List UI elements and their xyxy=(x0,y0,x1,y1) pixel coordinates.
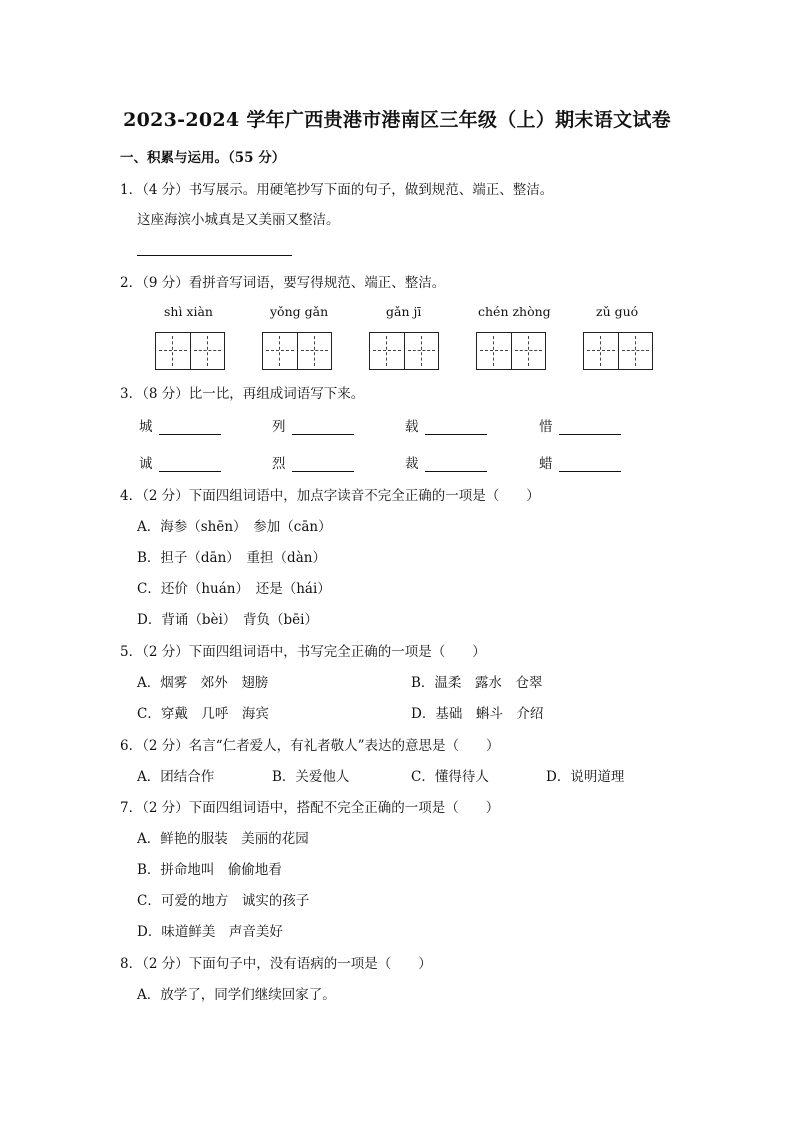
section-heading: 一、积累与运用。（55 分） xyxy=(120,150,286,166)
character: 列 xyxy=(272,419,286,435)
option-a[interactable]: A．放学了，同学们继续回家了。 xyxy=(137,987,336,1003)
option-c[interactable]: C．懂得待人 xyxy=(411,769,489,785)
character-pair[interactable] xyxy=(539,415,621,435)
option-a[interactable]: A．海参（shēn） 参加（cān） xyxy=(137,519,332,535)
character-pair[interactable] xyxy=(272,452,354,472)
character-pair[interactable] xyxy=(272,415,354,435)
question-6: 6．（2 分）名言“仁者爱人，有礼者敬人”表达的意思是（ ） xyxy=(120,738,500,754)
option-b[interactable]: B．拼命地叫 偷偷地看 xyxy=(137,862,282,878)
grid-cell[interactable] xyxy=(404,333,438,369)
writing-grid[interactable] xyxy=(583,332,653,370)
question-3: 3．（8 分）比一比，再组成词语写下来。 xyxy=(120,386,365,402)
grid-cell[interactable] xyxy=(618,333,652,369)
grid-cell[interactable] xyxy=(263,333,297,369)
option-a[interactable]: A．烟雾 郊外 翅膀 xyxy=(137,675,269,691)
question-2: 2．（9 分）看拼音写词语，要写得规范、端正、整洁。 xyxy=(120,275,446,291)
option-b[interactable]: B．温柔 露水 仓翠 xyxy=(411,675,543,691)
option-d[interactable]: D．味道鲜美 声音美好 xyxy=(137,924,283,940)
answer-line[interactable] xyxy=(137,240,292,256)
character-pair[interactable] xyxy=(139,452,221,472)
question-8: 8．（2 分）下面句子中，没有语病的一项是（ ） xyxy=(120,956,432,972)
character-pair[interactable] xyxy=(405,415,487,435)
writing-grid[interactable] xyxy=(369,332,439,370)
character: 城 xyxy=(139,419,153,435)
answer-blank[interactable] xyxy=(425,457,487,472)
option-b[interactable]: B．关爱他人 xyxy=(272,769,350,785)
page-title: 2023-2024 学年广西贵港市港南区三年级（上）期末语文试卷 xyxy=(123,109,671,131)
character: 载 xyxy=(405,419,419,435)
character: 诚 xyxy=(139,456,153,472)
character: 蜡 xyxy=(539,456,553,472)
grid-cell[interactable] xyxy=(511,333,545,369)
grid-cell[interactable] xyxy=(370,333,404,369)
pinyin-label: gǎn jī xyxy=(386,304,422,319)
option-c[interactable]: C．还价（huán） 还是（hái） xyxy=(137,581,331,597)
answer-blank[interactable] xyxy=(159,420,221,435)
pinyin-label: zǔ guó xyxy=(596,304,639,319)
option-a[interactable]: A．鲜艳的服装 美丽的花园 xyxy=(137,831,309,847)
character: 裁 xyxy=(405,456,419,472)
question-4: 4．（2 分）下面四组词语中，加点字读音不完全正确的一项是（ ） xyxy=(120,488,540,504)
grid-cell[interactable] xyxy=(584,333,618,369)
option-d[interactable]: D．说明道理 xyxy=(546,769,625,785)
question-1: 1．（4 分）书写展示。用硬笔抄写下面的句子，做到规范、端正、整洁。 xyxy=(120,182,554,198)
character-pair[interactable] xyxy=(405,452,487,472)
answer-blank[interactable] xyxy=(292,420,354,435)
writing-grid[interactable] xyxy=(155,332,225,370)
option-d[interactable]: D．基础 蝌斗 介绍 xyxy=(411,706,544,722)
writing-grid[interactable] xyxy=(262,332,332,370)
pinyin-label: shì xiàn xyxy=(164,304,213,319)
answer-blank[interactable] xyxy=(425,420,487,435)
option-d[interactable]: D．背诵（bèi） 背负（bēi） xyxy=(137,612,318,628)
question-5: 5．（2 分）下面四组词语中，书写完全正确的一项是（ ） xyxy=(120,644,486,660)
answer-blank[interactable] xyxy=(159,457,221,472)
option-c[interactable]: C．穿戴 几呼 海宾 xyxy=(137,706,269,722)
copy-sentence: 这座海滨小城真是又美丽又整洁。 xyxy=(137,212,340,228)
answer-blank[interactable] xyxy=(292,457,354,472)
option-a[interactable]: A．团结合作 xyxy=(137,769,215,785)
grid-cell[interactable] xyxy=(156,333,190,369)
option-b[interactable]: B．担子（dān） 重担（dàn） xyxy=(137,550,326,566)
answer-blank[interactable] xyxy=(559,457,621,472)
grid-cell[interactable] xyxy=(477,333,511,369)
pinyin-label: chén zhòng xyxy=(478,304,551,319)
pinyin-label: yǒng gǎn xyxy=(270,304,329,319)
writing-grid[interactable] xyxy=(476,332,546,370)
question-7: 7．（2 分）下面四组词语中，搭配不完全正确的一项是（ ） xyxy=(120,800,500,816)
character-pair[interactable] xyxy=(539,452,621,472)
option-c[interactable]: C．可爱的地方 诚实的孩子 xyxy=(137,893,310,909)
grid-cell[interactable] xyxy=(190,333,224,369)
grid-cell[interactable] xyxy=(297,333,331,369)
character: 惜 xyxy=(539,419,553,435)
character: 烈 xyxy=(272,456,286,472)
character-pair[interactable] xyxy=(139,415,221,435)
answer-blank[interactable] xyxy=(559,420,621,435)
